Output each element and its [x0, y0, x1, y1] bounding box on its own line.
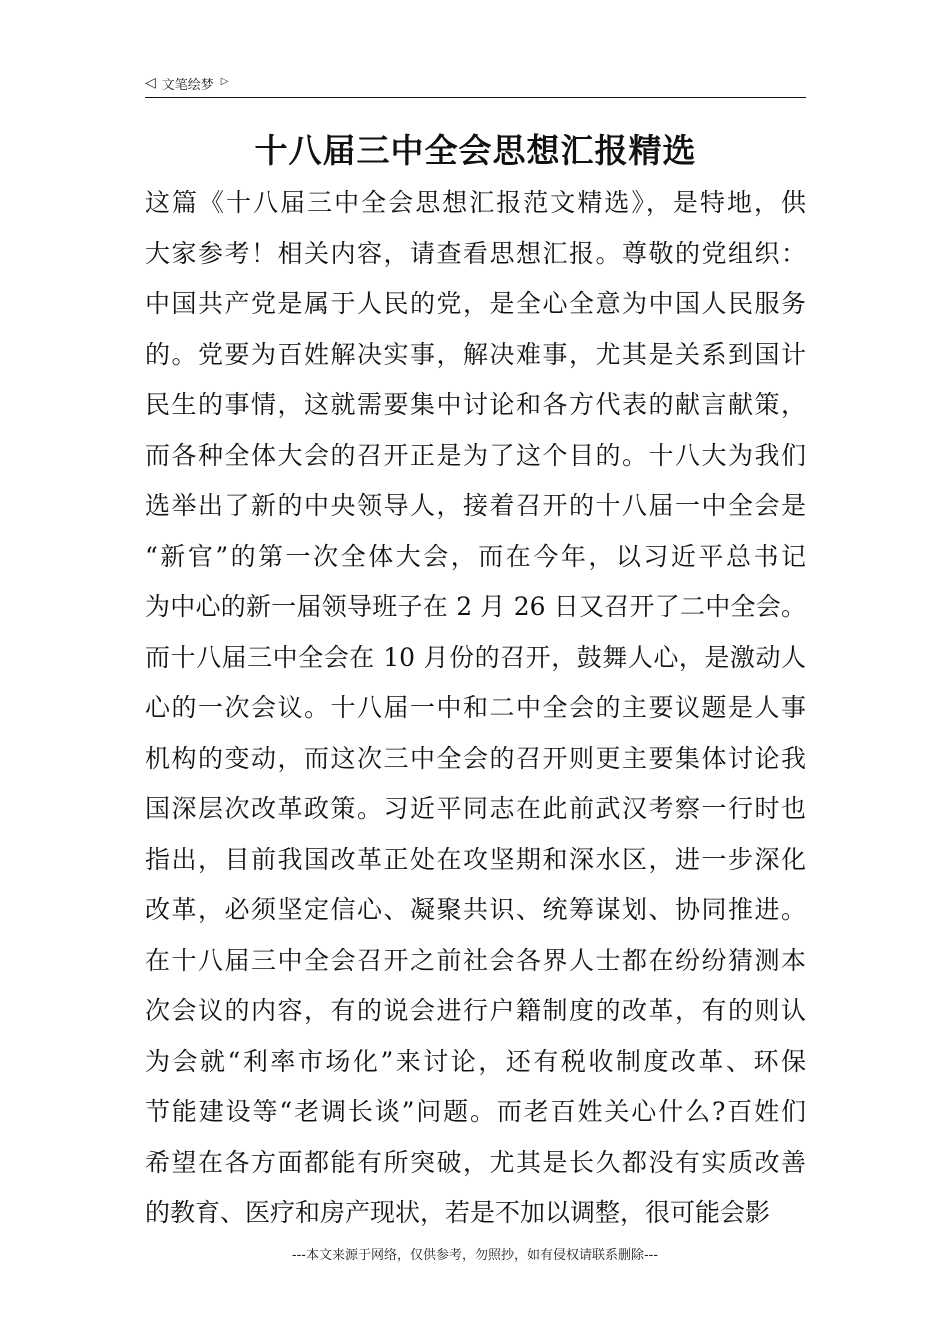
text-line: “新官”的第一次全体大会，而在今年，以习近平总书记: [145, 541, 806, 571]
text-line: 的教育、医疗和房产现状，若是不加以调整，很可能会影: [145, 1198, 771, 1227]
text-line: 次会议的内容，有的说会进行户籍制度的改革，有的则认: [145, 996, 806, 1025]
text-line: 的。党要为百姓解决实事，解决难事，尤其是关系到国计: [145, 339, 806, 369]
text-line: 国深层次改革政策。习近平同志在此前武汉考察一行时也: [145, 794, 806, 823]
footer-disclaimer: ---本文来源于网络，仅供参考，勿照抄，如有侵权请联系删除---: [291, 1248, 659, 1263]
header-divider: [145, 97, 806, 98]
triangle-right-icon: ▷: [220, 75, 229, 87]
document-title: 十八届三中全会思想汇报精选: [254, 131, 697, 170]
text-line: 为中心的新一届领导班子在 2 月 26 日又召开了二中全会。: [145, 592, 806, 621]
text-line: 而各种全体大会的召开正是为了这个目的。十八大为我们: [145, 440, 806, 470]
text-line: 为会就“利率市场化”来讨论，还有税收制度改革、环保: [145, 1046, 806, 1076]
text-line: 改革，必须坚定信心、凝聚共识、统筹谋划、协同推进。: [145, 895, 806, 924]
running-header: [145, 72, 806, 94]
text-line: 希望在各方面都能有所突破，尤其是长久都没有实质改善: [145, 1147, 806, 1177]
text-line: 这篇《十八届三中全会思想汇报范文精选》，是特地，供: [145, 188, 806, 217]
text-line: 在十八届三中全会召开之前社会各界人士都在纷纷猜测本: [145, 945, 806, 975]
text-line: 机构的变动，而这次三中全会的召开则更主要集体讨论我: [145, 743, 806, 773]
text-line: 大家参考！相关内容，请查看思想汇报。尊敬的党组织：: [145, 238, 806, 268]
text-line: 而十八届三中全会在 10 月份的召开，鼓舞人心，是激动人: [145, 642, 806, 672]
text-line: 选举出了新的中央领导人，接着召开的十八届一中全会是: [145, 491, 806, 520]
text-line: 中国共产党是属于人民的党，是全心全意为中国人民服务: [145, 289, 806, 318]
triangle-left-icon: ◁: [145, 75, 156, 91]
text-line: 心的一次会议。十八届一中和二中全会的主要议题是人事: [145, 693, 806, 722]
header-label: 文笔绘梦: [161, 77, 214, 93]
text-line: 民生的事情，这就需要集中讨论和各方代表的献言献策，: [145, 390, 806, 419]
text-line: 节能建设等“老调长谈”问题。而老百姓关心什么?百姓们: [145, 1097, 806, 1126]
body-text: [145, 178, 806, 1239]
text-line: 指出，目前我国改革正处在攻坚期和深水区，进一步深化: [145, 844, 806, 874]
